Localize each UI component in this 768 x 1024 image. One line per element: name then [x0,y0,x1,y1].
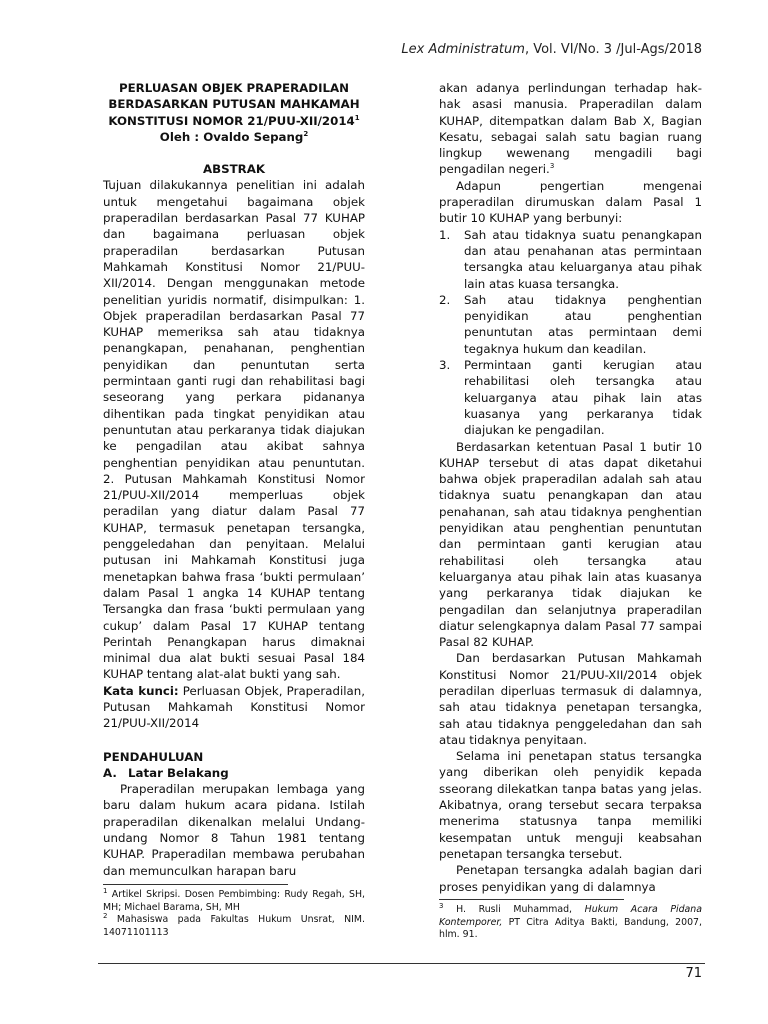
footnote-3-number: 3 [439,901,444,910]
author-line [103,129,365,145]
list-text: Permintaan ganti kerugian atau rehabilitasi oleh tersangka atau keluarganya atau pihak lain atas kuasanya yang perkaranya tidak diajukan ke pengadilan. [464,358,702,438]
subsection-title: Latar Belakang [128,765,229,780]
page-number: 71 [685,966,702,981]
title-line-3 [103,113,365,129]
list-number: 3. [439,358,451,373]
list-item [439,292,702,357]
footnote-2 [103,914,365,939]
list-item [439,357,702,438]
continued-paragraph-text: akan adanya perlindungan terhadap hak-hak asasi manusia. Praperadilan dalam KUHAP, ditempatkan dalam Bab X, Bagian Kesatu, sebagai salah satu bagian ruang lingkup wewenang mengadili bagi pengadilan negeri. [439,81,702,177]
footnote-3-title: Hukum Acara Pidana Kontemporer, [439,904,702,928]
paragraph-penetapan: Penetapan tersangka adalah bagian dari proses penyidikan yang di dalamnya [439,863,702,894]
footnotes-left [103,886,366,939]
intro-paragraph-1: Praperadilan merupakan lembaga yang baru dalam hukum acara pidana. Istilah praperadilan dikenalkan melalui Undang-undang Nomor 8 Tahun 1981 tentang KUHAP. Praperadilan membawa perubahan dan memunculkan harapan baru [103,782,365,878]
paragraph-object: Berdasarkan ketentuan Pasal 1 butir 10 KUHAP tersebut di atas dapat diketahui bahwa objek praperadilan adalah sah atau tidaknya suatu penangkapan dan atau penahanan, sah atau tidaknya penghentian penyidikan atau penghentian penuntutan dan permintaan ganti kerugian atau rehabilitasi oleh tersangka atau keluarganya atau pihak lain atas kuasanya yang perkaranya tidak diajukan ke pengadilan dan selanjutnya praperadilan diatur selengkapnya dalam Pasal 77 sampai Pasal 82 KUHAP. [439,439,702,650]
list-number: 1. [439,227,451,242]
footnote-1-number: 1 [103,886,108,895]
footnote-rule-left [103,884,288,885]
author-text: Oleh : Ovaldo Sepang [159,129,304,144]
abstract-body: Tujuan dilakukannya penelitian ini adalah untuk mengetahui bagaimana objek praperadilan berdasarkan Pasal 77 KUHAP dan bagaimana perluasan objek praperadilan berdasarkan Putusan Mahkamah Konstitusi Nomor 21/PUU-XII/2014. Dengan menggunakan metode penelitian yuridis normatif, disimpulkan: 1. Objek praperadilan berdasarkan Pasal 77 KUHAP memeriksa sah atau tidaknya penangkapan, penahanan, penghentian penyidikan dan penuntutan serta permintaan ganti rugi dan rehabilitasi bagi seseorang yang perkara pidananya dihentikan pada tingkat penyidikan atau penuntutan atau perkaranya tidak diajukan ke pengadilan atau akibat sahnya penghentian penyidikan atau penuntutan. 2. Putusan Mahkamah Konstitusi Nomor 21/PUU-XII/2014 memperluas objek peradilan yang diatur dalam Pasal 77 KUHAP, termasuk penetapan tersangka, penggeledahan dan penyitaan. Melalui putusan ini Mahkamah Konstitusi juga menetapkan bahwa frasa ‘bukti permulaan’ dalam Pasal 1 angka 14 KUHAP tentang Tersangka dan frasa ‘bukti permulaan yang cukup’ dalam Pasal 17 KUHAP tentang Perintah Penangkapan harus dimaknai minimal dua alat bukti sesuai Pasal 184 KUHAP tentang alat-alat bukti yang sah. [103,178,365,682]
footnote-ref-3: 3 [549,162,555,171]
list-text: Sah atau tidaknya suatu penangkapan dan atau penahanan atas permintaan tersangka atau keluarganya atau pihak lain atas kuasa tersangka. [464,227,702,291]
title-line-2: BERDASARKAN PUTUSAN MAHKAMAH [108,97,360,112]
footnote-1-text: Artikel Skripsi. Dosen Pembimbing: Rudy Regah, SH, MH; Michael Barama, SH, MH [103,889,366,913]
definition-intro: Adapun pengertian mengenai praperadilan dirumuskan dalam Pasal 1 butir 10 KUHAP yang berbunyi: [439,178,702,226]
list-item [439,227,702,292]
keywords [103,683,365,732]
subsection-label: A. [103,765,117,780]
footnote-3-rest: PT Citra Aditya Bakti, Bandung, 2007, hlm. 91. [439,916,702,941]
footnote-3-author: H. Rusli Muhammad, [456,904,585,915]
paragraph-status: Selama ini penetapan status tersangka yang diberikan oleh penyidik kepada sseorang dilekatkan tanpa batas yang jelas. Akibatnya, orang tersebut secara terpaksa menerima statusnya tanpa memiliki kesempatan untuk menguji keabsahan penetapan tersangka tersebut. [439,749,702,861]
title-line-1: PERLUASAN OBJEK PRAPERADILAN [118,81,350,95]
footnote-ref-1: 1 [354,113,360,122]
keywords-label: Kata kunci: [103,683,179,698]
footnote-ref-2: 2 [303,129,309,138]
footnote-2-text: Mahasiswa pada Fakultas Hukum Unsrat, NIM. 14071101113 [103,914,365,938]
right-column [439,80,702,895]
journal-name: Lex Administratum [401,42,525,57]
bottom-rule [98,963,705,964]
footnotes-right [439,901,702,942]
definition-list [439,227,702,439]
title-line-3-text: KONSTITUSI NOMOR 21/PUU-XII/2014 [108,113,355,128]
section-heading-pendahuluan: PENDAHULUAN [103,749,204,764]
list-number: 2. [439,292,451,307]
paragraph-extension: Dan berdasarkan Putusan Mahkamah Konstitusi Nomor 21/PUU-XII/2014 objek peradilan diperluas termasuk di dalamnya, sah atau tidaknya penetapan tersangka, sah atau tidaknya penggeledahan dan sah atau tidaknya penyitaan. [439,651,702,747]
list-text: Sah atau tidaknya penghentian penyidikan atau penghentian penuntutan atas permintaan demi tegaknya hukum dan keadilan. [464,292,702,356]
continued-paragraph [439,80,702,178]
journal-issue: , Vol. VI/No. 3 /Jul-Ags/2018 [524,42,702,57]
article-title [103,80,365,145]
abstract-heading: ABSTRAK [202,162,266,177]
keywords-text: Perluasan Objek, Praperadilan, Putusan Mahkamah Konstitusi Nomor 21/PUU-XII/2014 [103,683,365,731]
footnote-3 [439,901,702,942]
subsection-heading [103,765,365,781]
running-head [401,42,702,57]
footnote-rule-right [439,899,624,900]
footnote-1 [103,886,366,914]
footnote-2-number: 2 [103,912,108,921]
left-column [103,80,365,879]
